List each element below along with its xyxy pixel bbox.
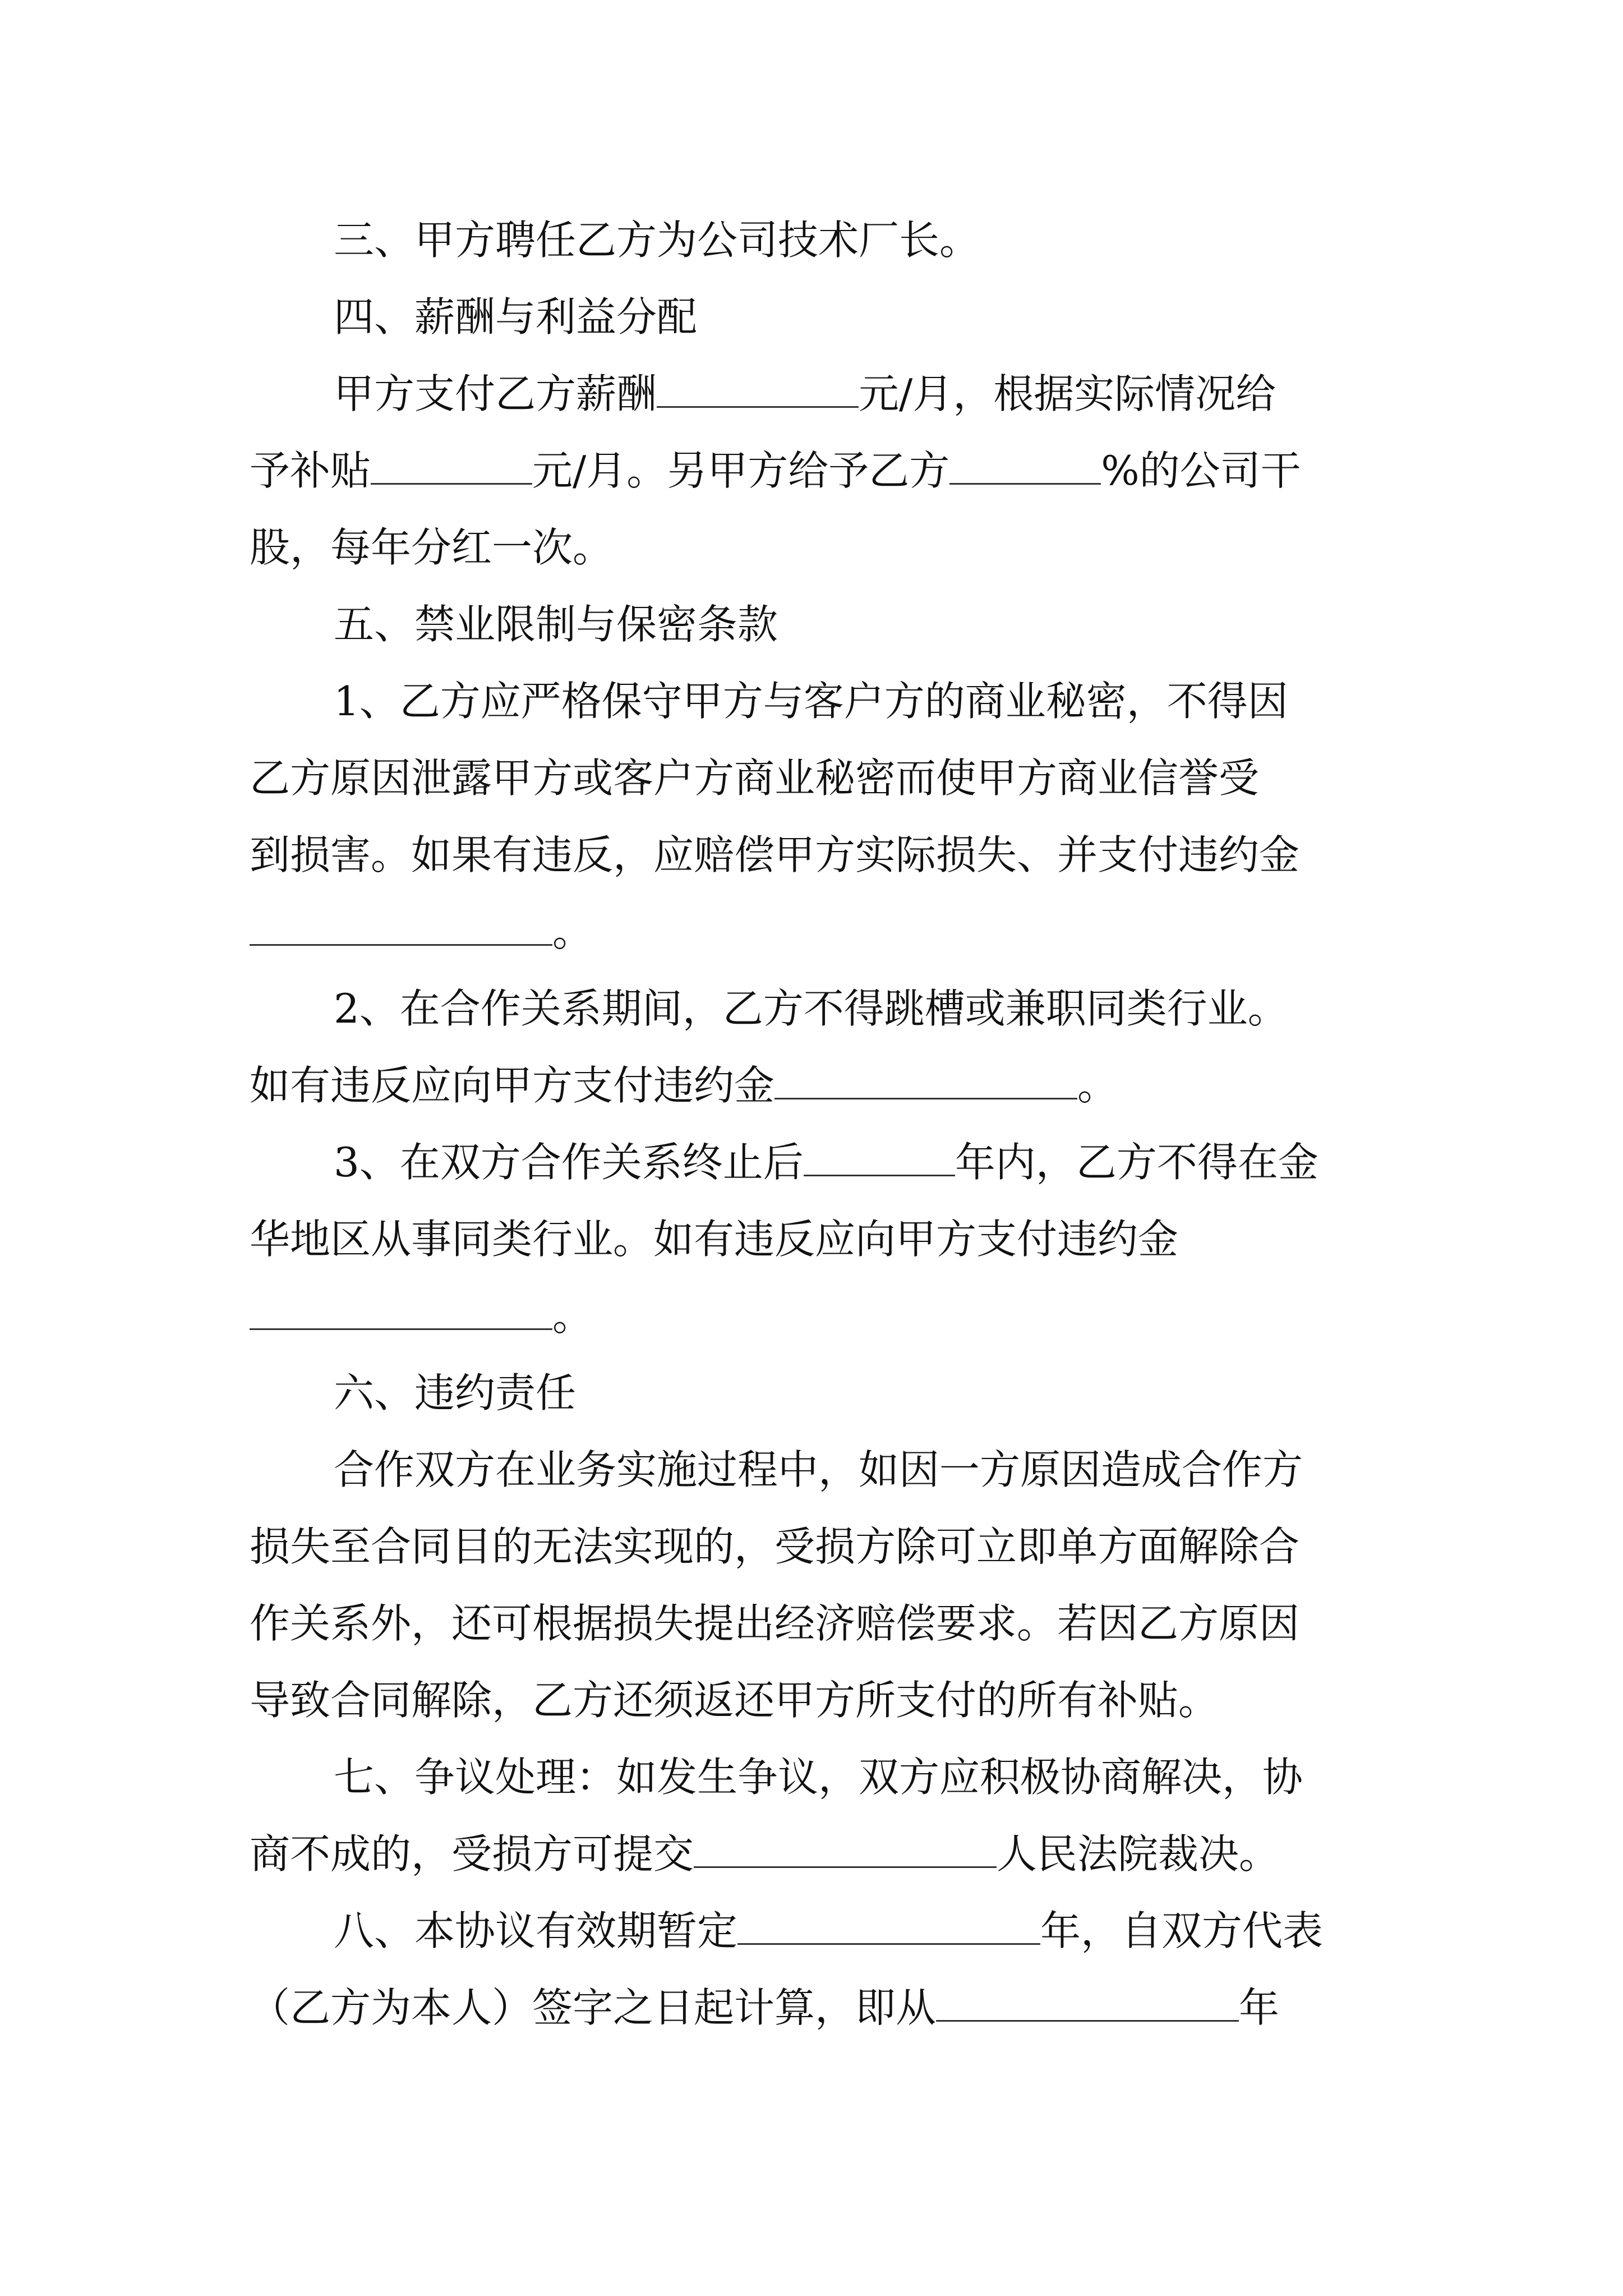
clause-1-line-3: 到损害。如果有违反，应赔偿甲方实际损失、并支付违约金 (250, 831, 1300, 878)
liability-line-3: 作关系外，还可根据损失提出经济赔偿要求。若因乙方原因 (250, 1600, 1300, 1647)
liability-line-2: 损失至合同目的无法实现的，受损方除可立即单方面解除合 (250, 1523, 1300, 1570)
section-3-heading: 三、甲方聘任乙方为公司技术厂长。 (334, 217, 980, 264)
clause-2-line-1: 2、在合作关系期间，乙方不得跳槽或兼职同类行业。 (334, 985, 1288, 1032)
section-8-line-2: （乙方为本人）签字之日起计算，即从 年 (250, 1984, 1280, 2031)
section-8-line-1: 八、本协议有效期暂定 年，自双方代表 (334, 1907, 1324, 1954)
court-blank (694, 1829, 997, 1868)
clause-1-line-4: 。 (250, 905, 1377, 959)
penalty-blank-2 (774, 1061, 1077, 1099)
clause-3-line-3: 。 (250, 1289, 1377, 1343)
years-blank (804, 1138, 955, 1176)
term-years-blank (737, 1906, 1040, 1945)
salary-paragraph-line-3: 股，每年分红一次。 (250, 524, 614, 571)
penalty-blank-3 (250, 1291, 552, 1330)
clause-3-line-1: 3、在双方合作关系终止后 年内，乙方不得在金 (334, 1139, 1318, 1186)
section-6-heading: 六、违约责任 (334, 1369, 577, 1416)
section-7-line-1: 七、争议处理：如发生争议，双方应积极协商解决，协 (334, 1754, 1303, 1801)
clause-2-line-2: 如有违反应向甲方支付违约金 。 (250, 1062, 1118, 1109)
liability-line-1: 合作双方在业务实施过程中，如因一方原因造成合作方 (334, 1446, 1303, 1493)
subsidy-blank (371, 446, 532, 485)
share-percent-blank (949, 446, 1101, 485)
start-year-blank (936, 1983, 1239, 2022)
salary-blank (657, 369, 859, 408)
liability-line-4: 导致合同解除，乙方还须返还甲方所支付的所有补贴。 (250, 1677, 1219, 1724)
clause-1-line-1: 1、乙方应严格保守甲方与客户方的商业秘密，不得因 (334, 678, 1288, 725)
clause-1-line-2: 乙方原因泄露甲方或客户方商业秘密而使甲方商业信誉受 (250, 754, 1260, 802)
salary-paragraph-line-1: 甲方支付乙方薪酬 元/月，根据实际情况给 (334, 370, 1276, 417)
section-5-heading: 五、禁业限制与保密条款 (334, 601, 778, 648)
section-7-line-2: 商不成的，受损方可提交 人民法院裁决。 (250, 1830, 1280, 1878)
clause-3-line-2: 华地区从事同类行业。如有违反应向甲方支付违约金 (250, 1216, 1179, 1263)
salary-paragraph-line-2: 予补贴 元/月。另甲方给予乙方 %的公司干 (250, 447, 1301, 494)
section-4-heading: 四、薪酬与利益分配 (334, 293, 698, 341)
penalty-blank-1 (250, 907, 552, 946)
